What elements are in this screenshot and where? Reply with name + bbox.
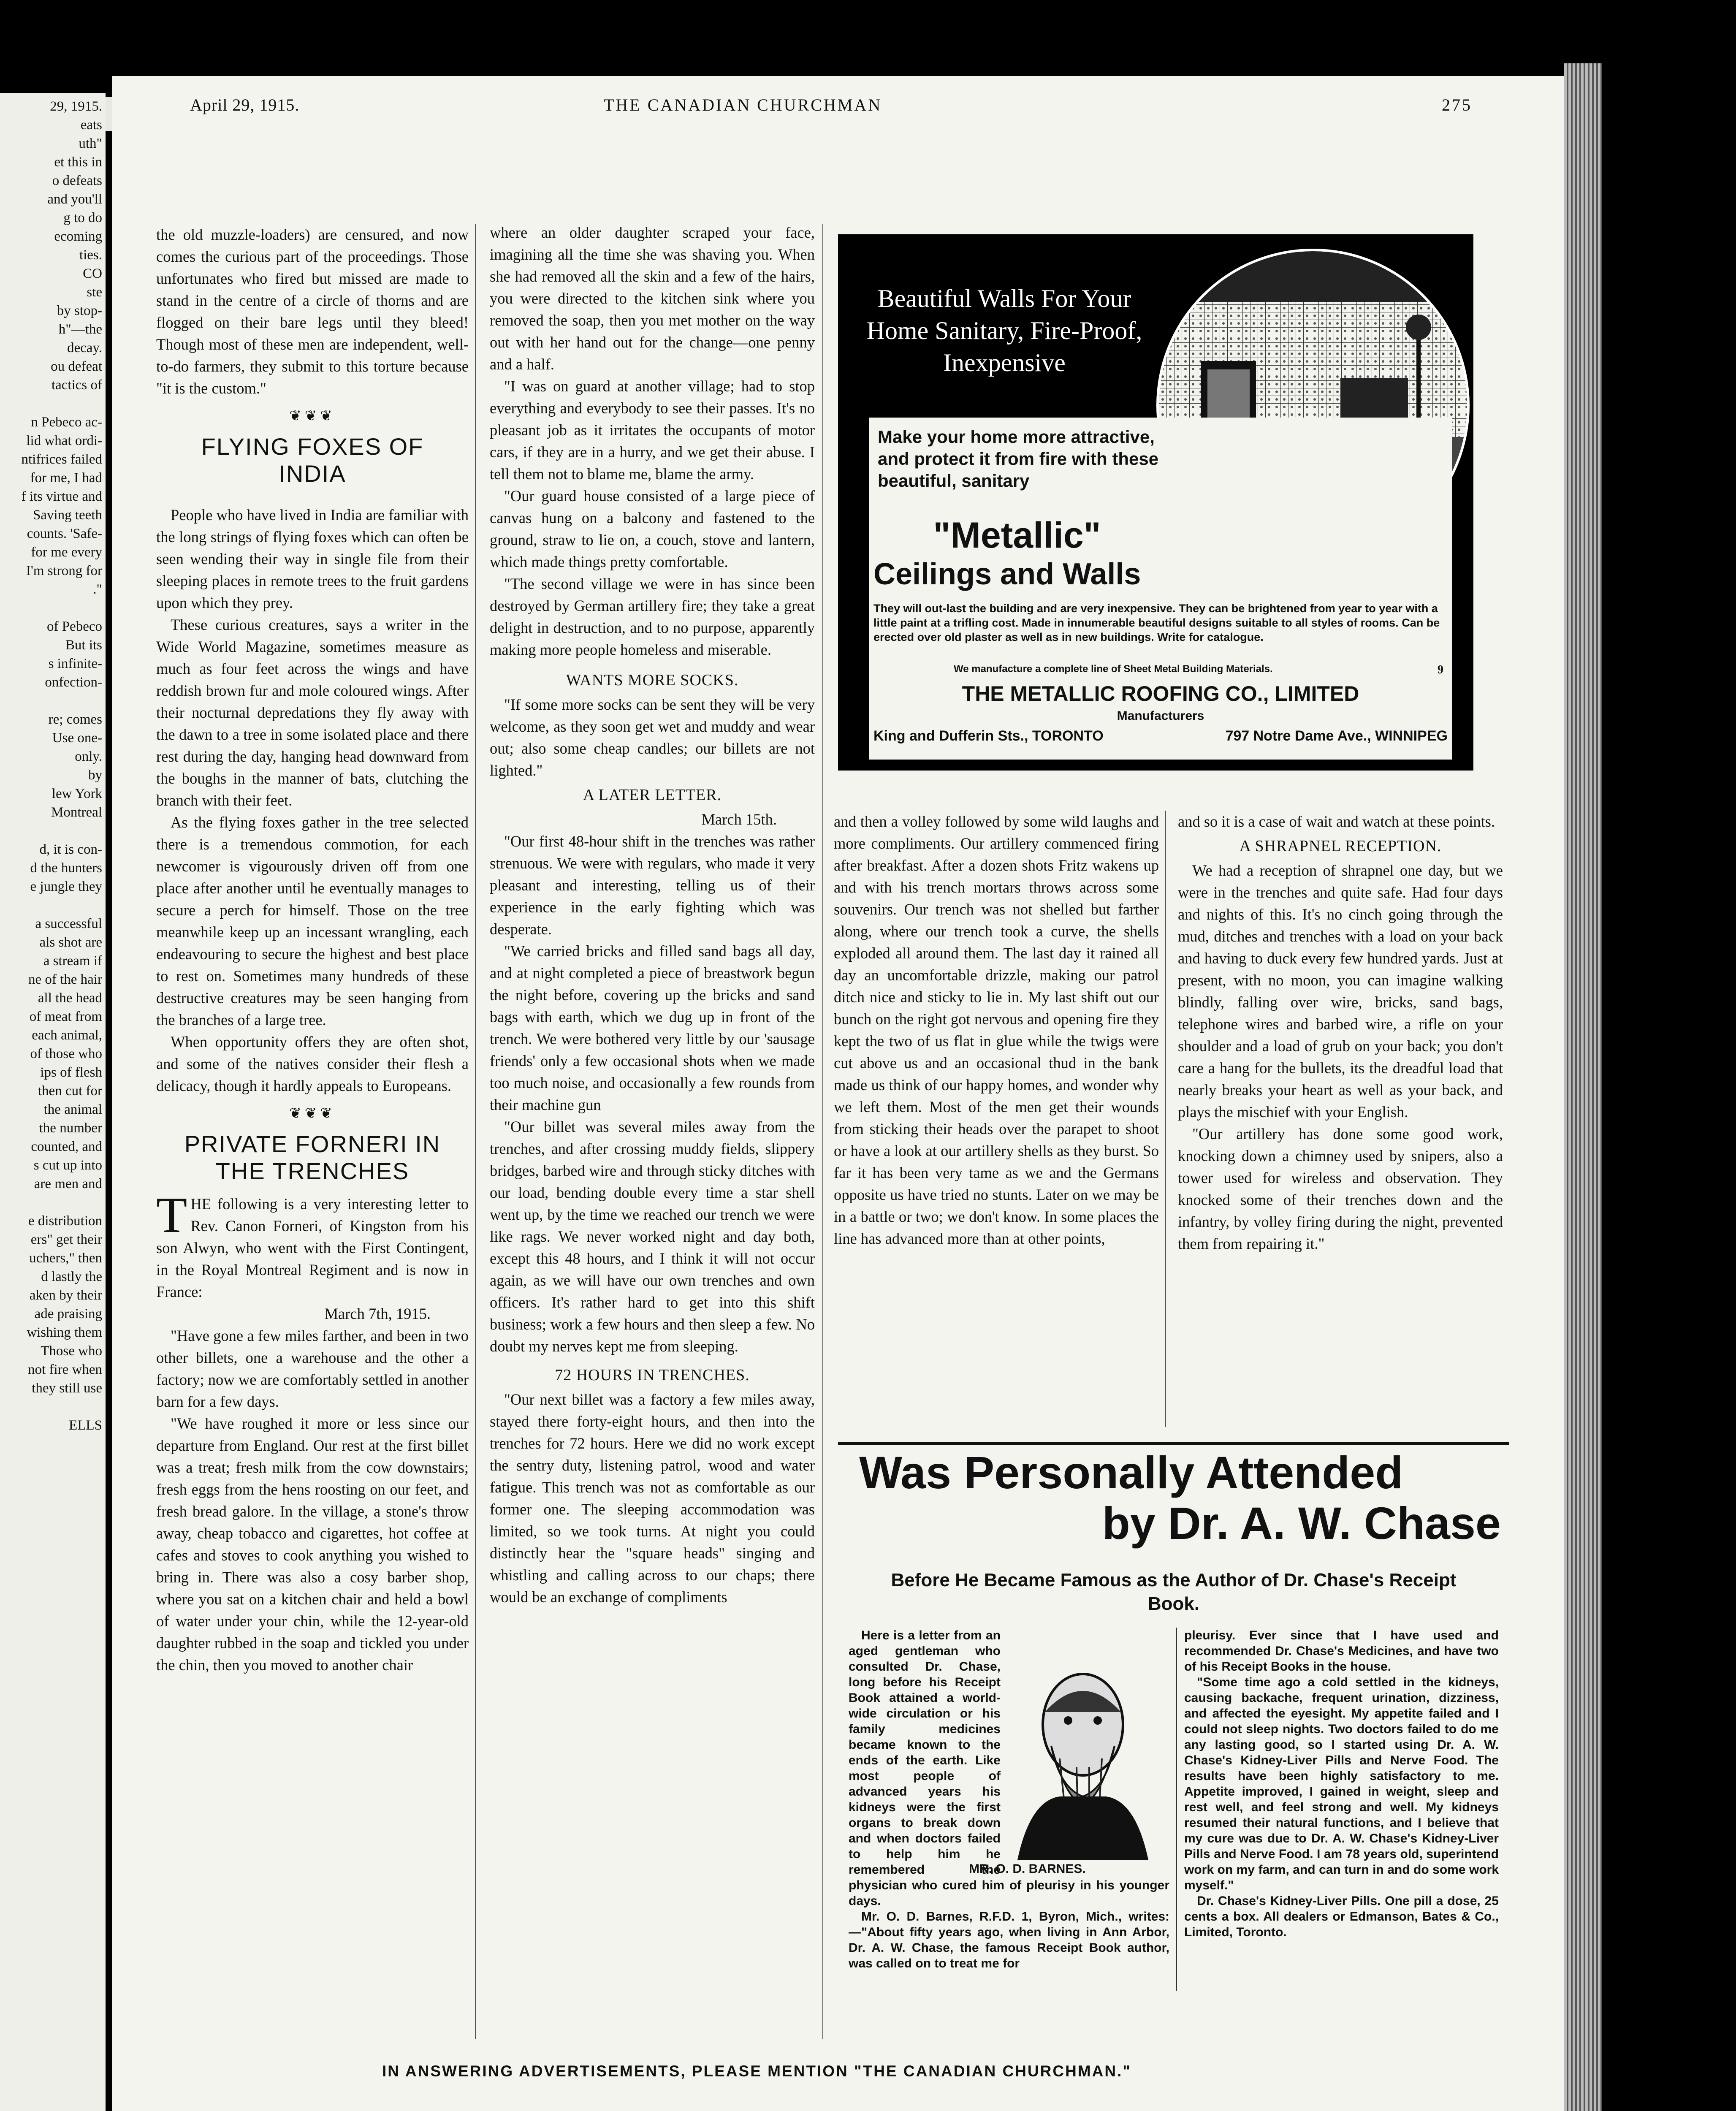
paragraph: We had a reception of shrapnel one day, but we were in the trenches and quite safe. Had four days and nights of this. It's no cinch going through the mud, ditches and trenches with a load on your back and having to duck every few hundred yards. Just at present, with no moon, you can imagine walking blindly, falling over wire, bricks, sand bags, telephone wires and barbed wire, a rifle on your shoulder and a load of grub on your back; you don't care a hang for the bullets, its the dreadful load that nearly breaks your heart as well as your back, and plays the mischief with your English. [1178,862,1503,1121]
ad-catalogue-line: We manufacture a complete line of Sheet Metal Building Materials. [954,663,1273,675]
letter-date: March 7th, 1915. [324,1305,431,1322]
paragraph: "I was on guard at another village; had to stop everything and everybody to see their passes. It's no pleasant job as it irritates the occupants of motor cars, if they are in a hurry, and we get their abuse. I tell them not to blame me, blame the army. [490,377,815,483]
ad-manufacturers: Manufacturers [1117,709,1204,723]
ad-paragraph: Mr. O. D. Barnes, R.F.D. 1, Byron, Mich., writes:—"About fifty years ago, when living in Ann Arbor, Dr. A. W. Chase, the famous Receipt Book author, was called on to treat me for [849,1910,1169,1970]
column-1 [156,224,469,1676]
ad-paragraph: "Some time ago a cold settled in the kidneys, causing backache, frequent urination, dizziness, and affected the eyesight. My appetite failed and I could not sleep nights. Two doctors failed to do me any lasting good, so I started using Dr. A. W. Chase's Kidney-Liver Pills and Nerve Food. The results have been highly satisfactory to me. Appetite improved, I gained in weight, sleep and rest well, and feel strong and well. My kidneys resumed their natural functions, and I believe that my cure was due to Dr. A. W. Chase's Kidney-Liver Pills and Nerve Food. I am 78 years old, superintend work on my farm, and can turn in and do some work myself." [1184,1675,1499,1892]
column-3 [834,811,1159,1250]
issue-date: April 29, 1915. [190,95,300,114]
ad-dr-chase [838,1442,1509,2003]
paragraph: the old muzzle-loaders) are censured, and now comes the curious part of the proceedings. Those unfortunates who fired but missed are made to stand in the centre of a circle of thorns and are flogged on their bare legs until they bleed! Though most of these men are independent, well-to-do farmers, they submit to this torture because "it is the custom." [156,226,469,397]
ad-addresses [869,728,1452,744]
portrait-barnes-icon [1005,1661,1161,1860]
ad-brand: "Metallic" [933,515,1101,556]
paragraph: "Have gone a few miles farther, and been in two other billets, one a warehouse and the other a factory; now we are comfortably settled in another barn for a few days. [156,1327,469,1410]
ad-paragraph: pleurisy. Ever since that I have used and recommended Dr. Chase's Medicines, and have two of his Receipt Books in the house. [1184,1628,1499,1674]
paragraph: and then a volley followed by some wild laughs and more compliments. Our artillery commenced firing after breakfast. After a dozen shots Fritz wakens up and with his trench mortars throws across some souvenirs. Our trench was not shelled but farther along, where our trench took a curve, the shells exploded all around them. The last day it rained all day an uncomfortable drizzle, making our patrol ditch nice and sticky to lie in. My last shift out our bunch on the right got nervous and opening fire they kept the two of us flat in glue while the twigs were cut above us and an occasional thud in the bank made us think of our happy homes, and wonder why we left them. Most of the men get their wounds from sticking their heads over the parapet to shoot or have a look at our artillery shells as they burst. So far it has been very tame as we and the Germans opposite us have tried no stunts. Later on we may be in a battle or two; we don't know. In some places the line has advanced more than at other points, [834,813,1159,1247]
column-rule [822,224,823,2039]
paragraph: "Our billet was several miles away from the trenches, and after crossing muddy fields, slippery bridges, barbed wire and through sticky ditches with our load, bending double every time a star shell went up, by the time we reached our trench we were like rags. We never worked night and day both, except this 48 hours, and I think it will not occur again, as we will have our own trenches and own officers. It's rather hard to get into this shift business; work a few hours and then sleep a few. No doubt my nerves kept me from sleeping. [490,1118,815,1355]
paragraph: "If some more socks can be sent they will be very welcome, as they soon get wet and muddy and wear out; also some cheap candles; our billets are not lighted." [490,696,815,779]
subheading: A LATER LETTER. [583,786,722,804]
ad-top-rule [838,1442,1509,1445]
ad-number: 9 [1438,663,1443,676]
letter-date: March 15th. [701,811,777,828]
ad-title-line-2: by Dr. A. W. Chase [1102,1498,1501,1549]
paragraph: People who have lived in India are familiar with the long strings of flying foxes which can often be seen wending their way in single file from their sleeping places in remote trees to the fruit gardens upon which they prey. [156,506,469,611]
page-number: 275 [1442,95,1472,114]
paragraph: "Our guard house consisted of a large piece of canvas hung on a balcony and fastened to the ground, straw to lie on, a couch, stove and lantern, which made things pretty comfortable. [490,487,815,570]
paragraph: When opportunity offers they are often shot, and some of the natives consider their flesh a delicacy, though it hardly appeals to Europeans. [156,1033,469,1094]
paragraph: "We carried bricks and filled sand bags all day, and at night completed a piece of breastwork begun the night before, covering up the bricks and sand bags with earth, which we dug up in front of the trench. We were bothered very little by our 'sausage friends' only a few occasional shots when we made too much noise, and occasionally a few rounds from their machine gun [490,942,815,1113]
ad-paragraph: Dr. Chase's Kidney-Liver Pills. One pill a dose, 25 cents a box. All dealers or Edmanson, Bates & Co., Limited, Toronto. [1184,1894,1499,1939]
ad-company: THE METALLIC ROOFING CO., LIMITED [962,682,1359,705]
paragraph: As the flying foxes gather in the tree selected there is a tremendous commotion, for each newcomer is vigourously driven off from one place after another until he eventually manages to secure a perch for himself. Those on the tree meanwhile keep up an incessant wrangling, each endeavouring to secure the highest and best place to rest on. Sometimes many hundreds of these destructive creatures may be seen hanging from the branches of a large tree. [156,814,469,1028]
ad-paragraph: Here is a letter from an aged gentleman who consulted Dr. Chase, long before his Receipt Book attained a world-wide circulation or his family medicines became known to the ends of the earth. Like most people of advanced years his kidneys were the first organs to break down and when doctors failed to help him he remembered the physician who cured him of pleurisy in his younger days. [849,1628,1169,1908]
ad-copy-box [869,418,1452,760]
facing-page-fragment [0,93,106,2111]
facing-page-text: 29, 1915. eats uth" et this in o defeats and you'll g to do ecoming ties. CO ste by stop- h"—the decay. ou defeat tactics of n Pebeco ac- lid what ordi- ntifrices failed for me, I had f its virtue and Saving teeth counts. 'Safe- for me every I'm strong for ." of Pebeco But its s infinite- onfection- re; comes Use one- only. by lew York Montreal d, it is con- d the hunters e jungle they a successful als shot are a stream if ne of the hair all the head of meat from each animal, of those who ips of flesh then cut for the animal the number counted, and s cut up into are men and e distribution ers" get their uchers," then d lastly the aken by their ade praising wishing them Those who not fire when they still use ELLS [21,99,102,1433]
page-footer: IN ANSWERING ADVERTISEMENTS, PLEASE MENTION "THE CANADIAN CHURCHMAN." [382,2062,1131,2080]
paragraph-text: HE following is a very interesting letter to Rev. Canon Forneri, of Kingston from his son Alwyn, who went with the First Contingent, in the Royal Montreal Regiment and is now in France: [156,1195,469,1300]
drop-cap: T [156,1187,187,1243]
subheading: A SHRAPNEL RECEPTION. [1239,837,1442,855]
ad-pitch: Make your home more attractive, and protect it from fire with these beautiful, sanitary [878,427,1159,491]
paragraph: "Our next billet was a factory a few miles away, stayed there forty-eight hours, and then into the trenches for 72 hours. Here we did no work except the sentry duty, listening patrol, wood and water fatigue. This trench was not as comfortable as our former one. The sleeping accommodation was limited, so we took turns. At night you could distinctly hear the "square heads" singing and whistling and calling across to our chaps; there would be an exchange of compliments [490,1391,815,1606]
paragraph: "We have roughed it more or less since our departure from England. Our rest at the first billet was a treat; fresh milk from the cow downstairs; fresh eggs from the hens roosting on our feet, and fresh bread galore. In the village, a stone's throw away, cheap tobacco and cigarettes, hot coffee at cafes and stoves to cook anything you wished to bring in. There was also a cosy barber shop, where you sat on a kitchen chair and held a bowl of water under your chin, while the 12-year-old daughter rubbed in the soap and tickled you under the chin, then you moved to another chair [156,1415,469,1674]
paragraph: and so it is a case of wait and watch at these points. [1178,813,1495,830]
paragraph: "Our first 48-hour shift in the trenches was rather strenuous. We were with regulars, who made it very pleasant and interesting, telling us of their experience in the early fighting which was desperate. [490,833,815,938]
ad-metallic-roofing [838,234,1473,771]
ad-headline: Beautiful Walls For Your Home Sanitary, Fire-Proof, Inexpensive [866,285,1142,377]
column-2 [490,222,815,1608]
article-title-flying-foxes: FLYING FOXES OF INDIA [201,433,424,487]
ad-title-line-1: Was Personally Attended [859,1447,1403,1498]
subheading: WANTS MORE SOCKS. [566,671,739,689]
column-rule [475,224,476,2039]
ad-address-winnipeg: 797 Notre Dame Ave., WINNIPEG [1225,728,1448,744]
portrait-caption: MR. O. D. BARNES. [969,1862,1086,1876]
ad-body: They will out-last the building and are very inexpensive. They can be brightened from year to year with a little paint at a trifling cost. Made in innumerable beautiful designs suitable to all styles of rooms. Can be erected over old plaster as well as in new buildings. Write for catalogue. [873,602,1440,643]
ad-letter-right [1184,1628,1499,1940]
paragraph: These curious creatures, says a writer in the Wide World Magazine, sometimes measure as much as four feet across the wings and have reddish brown fur and mole coloured wings. After their nocturnal depredations they fly away with the dawn to a tree in some isolated place and there rest during the day, hanging head downward from the boughs in the manner of bats, clutching the branch with their feet. [156,616,469,809]
ad-product: Ceilings and Walls [873,557,1141,591]
article-title-forneri: PRIVATE FORNERI IN THE TRENCHES [184,1131,441,1184]
ad-divider [1176,1628,1177,1991]
ad-address-toronto: King and Dufferin Sts., TORONTO [873,728,1104,744]
ornament: ❦❦❦ [289,408,336,424]
journal-title: THE CANADIAN CHURCHMAN [604,95,882,114]
subheading: 72 HOURS IN TRENCHES. [555,1366,750,1384]
paragraph: "Our artillery has done some good work, knocking down a chimney used by snipers, also a tower used for wireless and observation. They knocked some of their trenches down and the infantry, by volley firing during the night, prevented them from repairing it." [1178,1125,1503,1252]
column-rule [1165,811,1166,1427]
ornament: ❦❦❦ [289,1106,336,1121]
paragraph [156,1187,469,1303]
ad-subtitle: Before He Became Famous as the Author of Dr. Chase's Receipt Book. [891,1570,1457,1614]
paragraph: "The second village we were in has since been destroyed by German artillery fire; they take a great delight in destruction, and to no purpose, apparently making more people homeless and miserable. [490,575,815,658]
column-4 [1178,811,1503,1255]
paragraph: where an older daughter scraped your face, imagining all the time she was shaving you. When she had removed all the skin and a few of the hairs, you were directed to the kitchen sink where you removed the soap, then you met mother on the way out with her hand out for the change—one penny and a half. [490,224,815,373]
page-edges [1564,63,1602,2111]
ad-frame [844,240,1467,765]
